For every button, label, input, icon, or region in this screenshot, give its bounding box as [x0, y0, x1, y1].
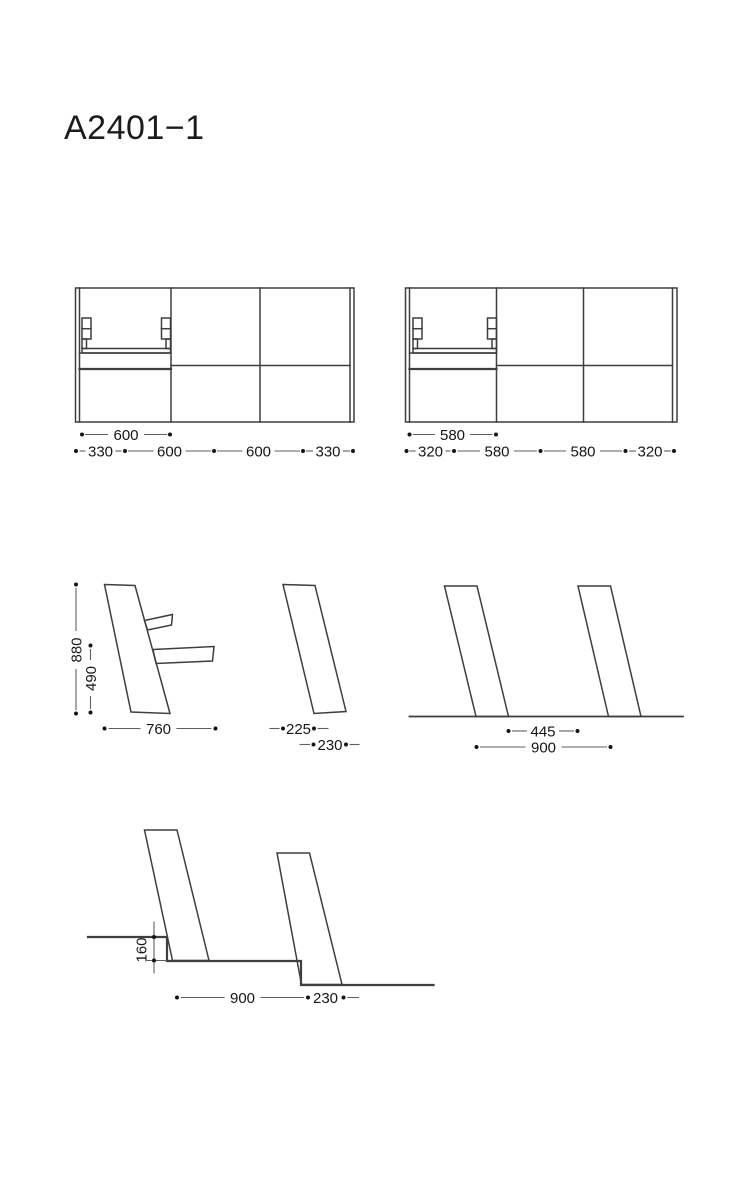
seat-side-view [69, 583, 218, 739]
dim-spacing [175, 990, 310, 1007]
dim-label: 580 [484, 443, 510, 461]
bracket-right [162, 318, 171, 349]
front-left-dim-bottom [74, 444, 355, 461]
front-right-dim-bottom [405, 444, 677, 461]
seat-outline [153, 647, 214, 664]
step-side-view [88, 830, 434, 1007]
dim-label: 600 [156, 443, 183, 461]
dim-label: 445 [530, 723, 556, 741]
dim-label: 880 [68, 637, 86, 663]
dim-label: 320 [417, 443, 444, 461]
bracket-right [488, 318, 497, 349]
dim-label: 225 [285, 721, 312, 738]
pair-side-view [410, 586, 684, 757]
dim-label: 490 [83, 665, 100, 692]
dim-label: 580 [439, 427, 466, 444]
front-left-dim-top [80, 427, 172, 444]
dim-spacing [475, 740, 613, 757]
front-view-right [405, 288, 678, 461]
dim-seat-height [83, 644, 100, 715]
dim-label: 230 [317, 737, 343, 754]
dim-label: 330 [315, 443, 341, 461]
panel-side-view [270, 585, 360, 755]
dim-label: 760 [145, 721, 172, 738]
panel-outline-2 [277, 853, 342, 985]
dim-slant-offset [270, 721, 329, 738]
dim-label: 580 [570, 443, 596, 461]
dim-label: 330 [87, 443, 114, 461]
front-view-right-body [406, 288, 678, 422]
armrest-outline [145, 615, 173, 631]
dim-label: 600 [245, 443, 272, 461]
dim-step-height [134, 922, 168, 974]
bracket-left [413, 318, 422, 349]
dim-total-height [69, 583, 86, 716]
dim-label: 900 [530, 739, 557, 757]
panel-outline [283, 585, 346, 714]
dim-label: 900 [229, 990, 256, 1007]
drawing-title: A2401−1 [64, 109, 205, 147]
bracket-left [82, 318, 91, 349]
dim-label: 320 [637, 443, 663, 461]
panel-outline-2 [578, 586, 641, 717]
dim-panel-width [300, 737, 360, 754]
dim-label: 160 [133, 937, 151, 963]
front-right-dim-top [408, 427, 499, 444]
dim-gap [507, 724, 580, 741]
dim-label: 230 [312, 990, 339, 1007]
dim-label: 600 [113, 427, 139, 444]
panel-outline-1 [445, 586, 509, 717]
front-view-left-body [76, 288, 355, 422]
dim-panel-width [313, 990, 359, 1007]
dim-depth [103, 721, 218, 738]
front-view-left [74, 288, 355, 461]
